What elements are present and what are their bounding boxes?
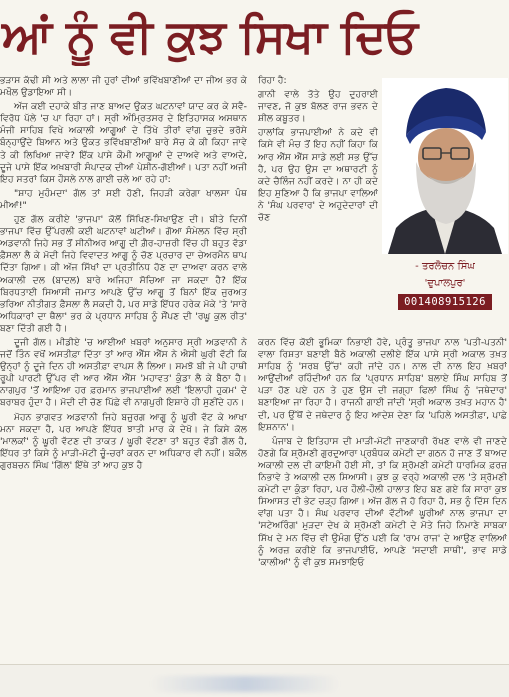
quoted-verse: ਗਾਨੀ ਵਾਲੇ ਤੋਤੇ ਉਹ ਦੁਹਰਾਈ ਜਾਵਣ, ਜੋ ਕੁਝ ਬੋਲਣ ਰਾਜ ਭਵਨ ਦੇ ਸ਼ੀਲ ਕਬੂਤਰ। [258, 89, 378, 125]
paragraph [0, 337, 247, 410]
paragraph [258, 436, 507, 569]
paragraph [0, 412, 247, 472]
paragraph-text: ਦੂਜੀ ਗੱਲ। ਮੀਡੀਏ 'ਚ ਆਈਆਂ ਖ਼ਬਰਾਂ ਅਨੁਸਾਰ ਸ੍ਰੀ ਅਡਵਾਨੀ ਨੇ ਜਦੋਂ ਤਿੰਨ ਵਖੋਂ ਅਸਤੀਫ਼ਾ ਦਿੱਤਾ ਤਾਂ ਆਰ ਐੱਸ ਐੱਸ ਨੇ ਐਸੀ ਘੁਰੀ ਵੱਟੀ ਕਿ ਉਨ੍ਹਾਂ ਨੂੰ ਦੂਜੇ ਦਿਨ ਹੀ ਅਸਤੀਫ਼ਾ ਵਾਪਸ ਲੈ ਲਿਆ। ਸਮਝੋ ਬੀ ਜੇ ਪੀ ਹਾਥੀ ਰੂਪੀ ਪਾਰਟੀ ਉੱਪਰ ਵੀ ਆਰ ਐੱਸ ਐੱਸ 'ਮਹਾਵਤ' ਕੁੰਡਾ ਲੈ ਕੇ ਬੈਠਾ ਹੈ। ਨਾਗਪੁਰ 'ਤੋਂ ਆਇਆ ਹਰ ਫ਼ਰਮਾਨ ਭਾਜਪਾਈਆਂ ਲਈ 'ਇਲਾਹੀ ਹੁਕਮ' ਦੇ ਬਰਾਬਰ ਹੁੰਦਾ ਹੈ। ਮੋਦੀ ਦੀ ਚੋਣ ਪਿੱਛੇ ਵੀ ਨਾਗਪੁਰੀ ਇਸ਼ਾਰੇ ਹੀ ਸੁਣੀਂਦੇ ਹਨ। [0, 336, 247, 409]
paragraph: ਭੜਾਸ ਕੱਢੀ ਸੀ ਅਤੇ ਲਾਲਾ ਜੀ ਹੁਰਾਂ ਦੀਆਂ ਭਵਿੱਖਬਾਣੀਆਂ ਦਾ ਜੀਅ ਭਰ ਕੇ ਮਖੌਲ ਉਡਾਇਆ ਸੀ। [0, 75, 247, 99]
author-portrait-illustration [382, 78, 508, 254]
paragraph [0, 214, 247, 335]
paragraph-text: ਅੱਜ ਕਈ ਦਹਾਕੇ ਬੀਤ ਜਾਣ ਬਾਅਦ ਉਕਤ ਘਟਨਾਵਾਂ ਯਾਦ ਕਰ ਕੇ ਸਵੈ-ਵਿਰੋਧ ਪੱਲੇ 'ਚ ਪਾ ਰਿਹਾ ਹਾਂ। ਸ੍ਰੀ ਅੰਮ੍ਰਿਤਸਰ ਦੇ ਇਤਿਹਾਸਕ ਅਸਥਾਨ ਮੰਜੀ ਸਾਹਿਬ ਵਿਖੇ ਅਕਾਲੀ ਆਗੂਆਂ ਦੇ ਤਿੱਖੇ ਤੀਰਾਂ ਵਾਂਗ ਚੁਭਦੇ ਭਰੋਸੇ ਬੰਨ੍ਹਾਉਂਦੇ ਬਿਆਨ ਅਤੇ ਉਕਤ ਭਵਿੱਖਬਾਣੀਆਂ ਬਾਰੇ ਸੋਚ ਕੇ ਕੀ ਕਿਹਾ ਜਾਵੇ ਤੇ ਕੀ ਲਿਖਿਆ ਜਾਵੇ? ਇੱਕ ਪਾਸੇ ਕੌਮੀ ਆਗੂਆਂ ਦੇ ਦਾਅਵੇ ਅਤੇ ਵਾਅਦੇ, ਦੂਜੇ ਪਾਸੇ ਇੱਕ ਅਖ਼ਬਾਰੀ ਸੰਪਾਦਕ ਦੀਆਂ ਪੇਸ਼ੀਨ-ਗੋਈਆਂ। ਪਤਾ ਨਹੀਂ ਅਜੀ ਇਹ ਸਤਰਾਂ ਕਿਸ ਹੌਸਲੇ ਨਾਲ ਗਾਈ ਚਲੇ ਆ ਰਹੇ ਹਾਂ: [0, 101, 247, 185]
paragraph-text: ਮੋਹਨ ਭਾਗਵਤ ਅਡਵਾਨੀ ਜਿਹੇ ਬਜ਼ੁਰਗ ਆਗੂ ਨੂੰ ਘੂਰੀ ਵੱਟ ਕੇ ਆਖਾ ਮਨਾ ਸਕਦਾ ਹੈ, ਪਰ ਆਪਣੇ ਇੱਧਰ ਝਾਤੀ ਮਾਰ ਕੇ ਦੇਖੋ। ਜੇ ਕਿਸੇ ਕੋਲ 'ਮਾਲਕਾਂ' ਨੂੰ ਘੂਰੀ ਵੱਟਣ ਦੀ ਤਾਕਤ / ਘੂਰੀ ਵੱਟਣਾ ਤਾਂ ਬਹੁਤ ਵੱਡੀ ਗੱਲ ਹੈ, ਇੱਧਰ ਤਾਂ ਕਿਸੇ ਨੂੰ ਮਾੜੀ-ਮੋਟੀ ਚੂੰ-ਚਰਾਂ ਕਰਨ ਦਾ ਅਧਿਕਾਰ ਵੀ ਨਹੀਂ। ਬਕੌਲ ਗੁਰਬਚਨ ਸਿੰਘ 'ਗਿੱਲ' ਇੱਥੇ ਤਾਂ ਆਹ ਕੁਝ ਹੈ [0, 411, 247, 471]
paragraph: ਹਾਲਾਂਕਿ ਭਾਜਪਾਈਆਂ ਨੇ ਕਦੇ ਵੀ ਕਿਸੇ ਵੀ ਮੰਚ ਤੋਂ ਇਹ ਨਹੀਂ ਕਿਹਾ ਕਿ ਆਰ ਐੱਸ ਐੱਸ ਸਾਡੇ ਲਈ ਸਭ ਉੱਚ ਹੈ, ਪਰ ਉਹ ਉਸ ਦਾ ਅਥਾਰਟੀ ਨੂੰ ਕਦੇ ਚੈਲਿੰਜ ਨਹੀਂ ਕਰਦੇ। ਨਾ ਹੀ ਕਦੇ ਇਹ ਸੁਣਿਆ ਹੈ ਕਿ ਭਾਜਪਾ ਵਾਲਿਆਂ ਨੇ 'ਸੰਘ ਪਰਵਾਰ' ਦੇ ਅਹੁਦੇਦਾਰਾਂ ਦੀ ਚੋਣ [258, 127, 378, 224]
paragraph [0, 101, 247, 186]
author-phone: 001408915126 [398, 294, 492, 310]
paragraph-text: ਪੰਜਾਬ ਦੇ ਇਤਿਹਾਸ ਦੀ ਮਾੜੀ-ਮੋਟੀ ਜਾਣਕਾਰੀ ਰੱਖਣ ਵਾਲੇ ਵੀ ਜਾਣਦੇ ਹੋਣਗੇ ਕਿ ਸ਼੍ਰੋਮਣੀ ਗੁਰਦੁਆਰਾ ਪ੍ਰਬੰਧਕ ਕਮੇਟੀ ਦਾ ਗਠਨ ਹੋ ਜਾਣ ਤੋਂ ਬਾਅਦ ਅਕਾਲੀ ਦਲ ਦੀ ਕਾਇਮੀ ਹੋਈ ਸੀ, ਤਾਂ ਕਿ ਸ਼੍ਰੋਮਣੀ ਕਮੇਟੀ ਧਾਰਮਿਕ ਫ਼ਰਜ਼ ਨਿਭਾਵੇ ਤੇ ਅਕਾਲੀ ਦਲ ਸਿਆਸੀ। ਕੁਝ ਕੁ ਵਰ੍ਹੇ ਅਕਾਲੀ ਦਲ 'ਤੇ ਸ਼੍ਰੋਮਣੀ ਕਮੇਟੀ ਦਾ ਕੁੰਡਾ ਰਿਹਾ, ਪਰ ਹੌਲੀ-ਹੌਲੀ ਹਾਲਾਤ ਇਹ ਬਣ ਗਏ ਕਿ ਸਾਰਾ ਕੁਝ ਸਿਆਸਤ ਦੀ ਭੇਟ ਚੜ੍ਹ ਗਿਆ। ਅੱਜ ਗੱਲ ਜੋ ਹੋ ਰਿਹਾ ਹੈ, ਸਭ ਨੂੰ ਦਿੱਸ ਦਿਨ ਵਾਂਗ ਪਤਾ ਹੈ। ਸੰਘ ਪਰਵਾਰ ਦੀਆਂ ਵੱਟੀਆਂ ਘੂਰੀਆਂ ਨਾਲ ਭਾਜਪਾ ਦਾ 'ਸਟੇਅਰਿੰਗ' ਮੁੜਦਾ ਦੇਖ ਕੇ ਸ਼੍ਰੋਮਣੀ ਕਮੇਟੀ ਦੇ ਮੋਤੇ ਜਿਹੇ ਨਿਮਾਣੇ ਸਾਬਕਾ ਸਿੱਖ ਦੇ ਮਨ ਵਿੱਚ ਵੀ ਉਮੰਗ ਉੱਠ ਪਈ ਕਿ 'ਰਾਮ ਰਾਜ' ਦੇ ਆਉਣ ਵਾਲਿਆਂ ਨੂੰ ਅਰਜ਼ ਕਰੀਏ ਕਿ ਭਾਜਪਾਈਓ, ਆਪਣੇ 'ਸਦਾਈ ਸਾਥੀ', ਭਾਵ ਸਾਡੇ 'ਕਾਲੀਆਂ' ਨੂੰ ਵੀ ਕੁਝ ਸਮਝਾਇਓ [258, 435, 507, 568]
paragraph: ਕਰਨ ਵਿੱਚ ਕੋਈ ਭੂਮਿਕਾ ਨਿਭਾਈ ਹੋਵੇ, ਪ੍ਰੰਤੂ ਭਾਜਪਾ ਨਾਲ 'ਪਤੀ-ਪਤਨੀ' ਵਾਲਾ ਰਿਸ਼ਤਾ ਬਣਾਈ ਬੈਠੇ ਅਕਾਲੀ ਦਲੀਏ ਇੱਕ ਪਾਸੇ ਸ੍ਰੀ ਅਕਾਲ ਤਖ਼ਤ ਸਾਹਿਬ ਨੂੰ 'ਸਰਬ ਉੱਚ' ਕਹੀ ਜਾਂਦੇ ਹਨ। ਨਾਲ ਦੀ ਨਾਲ ਇਹ ਖ਼ਬਰਾਂ ਆਉਂਦੀਆਂ ਰਹਿੰਦੀਆਂ ਹਨ ਕਿ 'ਪ੍ਰਧਾਨ ਸਾਹਿਬ' ਬਲਾਏ ਸਿੰਘ ਸਾਹਿਬ ਤੋਂ ਪੜਾ ਹੋਣ ਪਏ ਹਨ ਤੇ ਹੁਣ ਉਸ ਦੀ ਜਗ੍ਹਾ ਫਿਲਾਂ ਸਿੰਘ ਨੂੰ 'ਜਥੇਦਾਰ' ਬਣਾਇਆ ਜਾ ਰਿਹਾ ਹੈ। ਰਾਜਨੀ ਗਾਈ ਜਾਂਦੀ 'ਸ੍ਰੀ ਅਕਾਲ ਤਖ਼ਤ ਮਹਾਨ ਹੈ' ਦੀ, ਪਰ ਉੱਥੋਂ ਦੇ ਜਥੇਦਾਰ ਨੂੰ ਇਹ ਆਦੇਸ਼ ਦੇਣਾ ਕਿ 'ਪਹਿਲੇ ਅਸਤੀਫ਼ਾ, ਪਾਛੇ ਇਸ਼ਨਾਨ'। [258, 337, 507, 433]
article-column-right-bottom [258, 337, 507, 662]
headline: ਆਂ ਨੂੰ ਵੀ ਕੁਝ ਸਿਖਾ ਦਿਓ [2, 9, 418, 63]
author-byline [383, 258, 507, 334]
quoted-verse [0, 188, 247, 212]
author-name: - ਤਰਲੋਚਨ ਸਿੰਘ [415, 261, 475, 272]
paragraph-text: "ਸ਼ਾਹ ਮੁਹੰਮਦਾ' ਗੱਲ ਤਾਂ ਸਈ ਹੋਣੀ, ਜਿਹੜੀ ਕਰੇਗਾ ਖਾਲਸਾ ਪੰਥ ਮੀਆਂ!" [0, 187, 247, 211]
faded-next-headline [150, 676, 340, 692]
paragraph: ਰਿਹਾ ਹੈ: [258, 75, 287, 86]
article-column-right-top [258, 75, 378, 337]
divider [0, 664, 509, 665]
author-photo [382, 78, 508, 254]
article-column-left [0, 75, 247, 660]
paragraph-text: ਹੁਣ ਗੱਲ ਕਰੀਏ 'ਭਾਜਪਾ' ਕੋਲੋਂ ਸਿੱਖਿਣ-ਸਿਖਾਉਣ ਦੀ। ਬੀਤੇ ਦਿਨੀਂ ਭਾਜਪਾ ਵਿੱਚ ਉੱਪਰਲੀ ਕਈ ਘਟਨਾਵਾਂ ਘਟੀਆਂ। ਗੋਆ ਸੰਮੇਲਨ ਵਿੱਚ ਸ੍ਰੀ ਅਡਵਾਨੀ ਜਿਹੇ ਸਭ ਤੋਂ ਸੀਨੀਅਰ ਆਗੂ ਦੀ ਗ਼ੈਰ-ਹਾਜ਼ਰੀ ਵਿੱਚ ਹੀ ਬਹੁਤ ਵੱਡਾ ਫ਼ੈਸਲਾ ਲੈ ਕੇ ਮੋਦੀ ਜਿਹੇ ਵਿਵਾਦਤ ਆਗੂ ਨੂੰ ਚੋਣ ਪ੍ਰਚਾਰ ਦਾ ਚੇਅਰਮੈਨ ਥਾਪ ਦਿੱਤਾ ਗਿਆ। ਕੀ ਅੱਜ ਸਿੱਖਾਂ ਦਾ ਪ੍ਰਤੀਨਿਧ ਹੋਣ ਦਾ ਦਾਅਵਾ ਕਰਨ ਵਾਲੇ ਅਕਾਲੀ ਦਲ (ਬਾਦਲ) ਬਾਰੇ ਅਜਿਹਾ ਸੋਚਿਆ ਜਾ ਸਕਦਾ ਹੈ? ਇੱਕ ਬਿਰਧਤਾਈ ਸਿਆਸੀ ਜਮਾਤ ਆਪਣੇ ਉੱਚ ਆਗੂ ਤੋਂ ਬਿਨਾਂ ਇੱਕ ਜੁਰਅਤ ਭਰਿਆ ਨੀਤੀਗਤ ਫ਼ੈਸਲਾ ਲੈ ਸਕਦੀ ਹੈ, ਪਰ ਸਾਡੇ ਇੱਧਰ ਹਰੇਕ ਮੋਕੇ 'ਤੇ 'ਸਾਰੇ ਅਧਿਕਾਰਾਂ ਦਾ ਥੈਲਾ' ਭਰ ਕੇ ਪ੍ਰਧਾਨ ਸਾਹਿਬ ਨੂੰ ਸੌਂਪਣ ਦੀ 'ਰਘੂ ਕੁਲ ਰੀਤ' ਬਣਾ ਦਿੱਤੀ ਗਈ ਹੈ। [0, 214, 247, 334]
author-place: 'ਦੁਪਾਲਪੁਰ' [424, 278, 466, 289]
next-article-strip [0, 664, 509, 697]
